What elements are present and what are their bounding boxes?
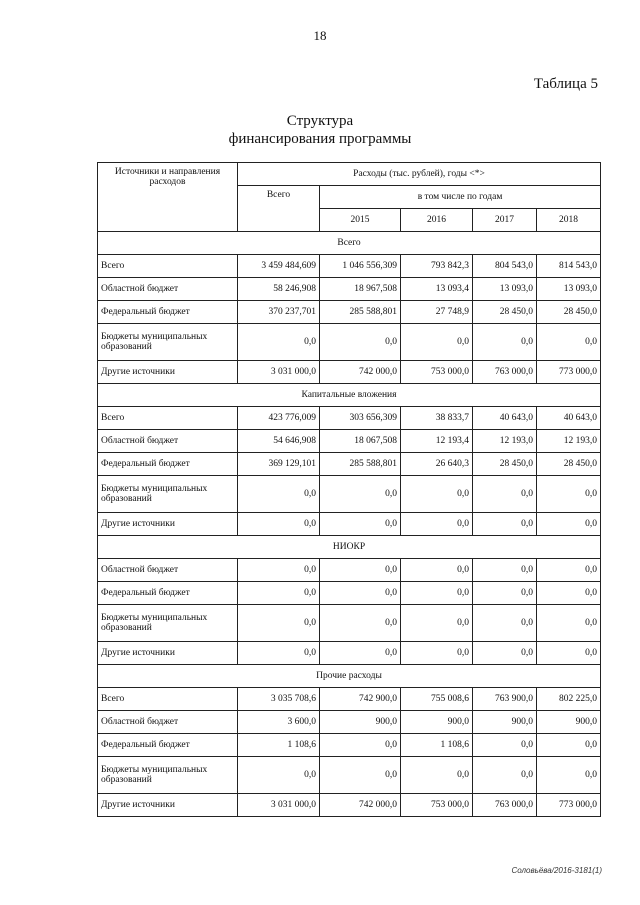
header-sources: Источники и направления расходов [98, 163, 238, 232]
row-value: 0,0 [238, 605, 320, 642]
row-value: 0,0 [320, 324, 401, 361]
row-value: 763 000,0 [473, 361, 537, 384]
row-value: 900,0 [401, 711, 473, 734]
row-value: 12 193,0 [473, 430, 537, 453]
section-title: Капитальные вложения [98, 384, 601, 407]
table-row [98, 301, 601, 324]
row-value: 0,0 [320, 476, 401, 513]
row-value: 900,0 [320, 711, 401, 734]
row-value: 742 000,0 [320, 794, 401, 817]
row-value: 0,0 [401, 605, 473, 642]
row-value: 58 246,908 [238, 278, 320, 301]
row-value: 0,0 [473, 734, 537, 757]
header-year: 2016 [401, 209, 473, 232]
row-value: 0,0 [537, 757, 601, 794]
section-title: Всего [98, 232, 601, 255]
row-value: 1 108,6 [238, 734, 320, 757]
row-value: 0,0 [473, 513, 537, 536]
row-value: 0,0 [238, 757, 320, 794]
row-value: 763 900,0 [473, 688, 537, 711]
row-label: Федеральный бюджет [98, 453, 238, 476]
row-value: 753 000,0 [401, 361, 473, 384]
table-row [98, 513, 601, 536]
row-value: 814 543,0 [537, 255, 601, 278]
row-value: 742 000,0 [320, 361, 401, 384]
row-value: 3 459 484,609 [238, 255, 320, 278]
table-row [98, 794, 601, 817]
row-value: 0,0 [473, 757, 537, 794]
row-value: 1 108,6 [401, 734, 473, 757]
row-value: 755 008,6 [401, 688, 473, 711]
table-label: Таблица 5 [533, 76, 598, 92]
row-label: Федеральный бюджет [98, 301, 238, 324]
row-value: 285 588,801 [320, 453, 401, 476]
row-value: 900,0 [537, 711, 601, 734]
row-value: 773 000,0 [537, 794, 601, 817]
table-row [98, 711, 601, 734]
row-value: 0,0 [473, 605, 537, 642]
row-value: 802 225,0 [537, 688, 601, 711]
row-label: Другие источники [98, 794, 238, 817]
row-value: 0,0 [473, 559, 537, 582]
table-row [98, 476, 601, 513]
row-value: 0,0 [320, 757, 401, 794]
row-value: 13 093,0 [473, 278, 537, 301]
table-row [98, 361, 601, 384]
table-row [98, 642, 601, 665]
row-value: 0,0 [537, 324, 601, 361]
row-value: 0,0 [537, 476, 601, 513]
row-value: 0,0 [238, 582, 320, 605]
section-title: НИОКР [98, 536, 601, 559]
row-value: 28 450,0 [473, 301, 537, 324]
row-value: 54 646,908 [238, 430, 320, 453]
page-number: 18 [313, 28, 327, 43]
row-value: 3 035 708,6 [238, 688, 320, 711]
row-label: Бюджеты муниципальных образований [98, 324, 238, 361]
header-expenses: Расходы (тыс. рублей), годы <*> [238, 163, 601, 186]
financing-table [97, 162, 601, 817]
title-line-2: финансирования программы [228, 131, 412, 147]
row-value: 793 842,3 [401, 255, 473, 278]
row-value: 0,0 [238, 324, 320, 361]
row-value: 0,0 [238, 476, 320, 513]
table-row [98, 605, 601, 642]
row-label: Всего [98, 255, 238, 278]
row-value: 26 640,3 [401, 453, 473, 476]
row-value: 742 900,0 [320, 688, 401, 711]
row-value: 0,0 [537, 513, 601, 536]
row-value: 1 046 556,309 [320, 255, 401, 278]
row-value: 0,0 [473, 642, 537, 665]
row-value: 0,0 [537, 582, 601, 605]
row-value: 0,0 [238, 513, 320, 536]
section-title: Прочие расходы [98, 665, 601, 688]
row-label: Другие источники [98, 513, 238, 536]
row-value: 0,0 [401, 513, 473, 536]
header-by-years: в том числе по годам [320, 186, 601, 209]
row-value: 369 129,101 [238, 453, 320, 476]
table-row [98, 582, 601, 605]
row-label: Федеральный бюджет [98, 582, 238, 605]
row-value: 0,0 [473, 324, 537, 361]
row-value: 423 776,009 [238, 407, 320, 430]
table-row [98, 453, 601, 476]
row-label: Бюджеты муниципальных образований [98, 476, 238, 513]
row-value: 27 748,9 [401, 301, 473, 324]
row-value: 285 588,801 [320, 301, 401, 324]
row-value: 0,0 [401, 476, 473, 513]
table-row [98, 734, 601, 757]
row-value: 763 000,0 [473, 794, 537, 817]
row-value: 804 543,0 [473, 255, 537, 278]
row-value: 773 000,0 [537, 361, 601, 384]
row-value: 0,0 [320, 734, 401, 757]
row-value: 0,0 [537, 734, 601, 757]
title-line-1: Структура [286, 113, 354, 129]
row-value: 0,0 [320, 642, 401, 665]
row-value: 0,0 [473, 476, 537, 513]
table-row [98, 559, 601, 582]
row-value: 0,0 [537, 642, 601, 665]
row-label: Всего [98, 407, 238, 430]
row-value: 0,0 [320, 582, 401, 605]
row-value: 0,0 [473, 582, 537, 605]
row-value: 40 643,0 [537, 407, 601, 430]
table-title [0, 112, 640, 148]
row-value: 18 967,508 [320, 278, 401, 301]
row-value: 3 031 000,0 [238, 794, 320, 817]
row-value: 28 450,0 [473, 453, 537, 476]
footer-code: Соловьёва/2016-3181(1) [511, 866, 602, 875]
row-label: Областной бюджет [98, 278, 238, 301]
header-year: 2017 [473, 209, 537, 232]
row-value: 3 600,0 [238, 711, 320, 734]
table-row [98, 757, 601, 794]
header-year: 2018 [537, 209, 601, 232]
row-value: 0,0 [401, 559, 473, 582]
table-row [98, 688, 601, 711]
row-value: 3 031 000,0 [238, 361, 320, 384]
row-value: 753 000,0 [401, 794, 473, 817]
row-label: Всего [98, 688, 238, 711]
row-value: 40 643,0 [473, 407, 537, 430]
row-label: Областной бюджет [98, 711, 238, 734]
row-value: 18 067,508 [320, 430, 401, 453]
row-value: 28 450,0 [537, 301, 601, 324]
row-value: 0,0 [320, 605, 401, 642]
row-value: 370 237,701 [238, 301, 320, 324]
row-label: Бюджеты муниципальных образований [98, 757, 238, 794]
row-value: 0,0 [238, 559, 320, 582]
row-value: 38 833,7 [401, 407, 473, 430]
table-row [98, 278, 601, 301]
row-value: 303 656,309 [320, 407, 401, 430]
row-value: 0,0 [238, 642, 320, 665]
row-label: Областной бюджет [98, 430, 238, 453]
row-value: 900,0 [473, 711, 537, 734]
table-row [98, 407, 601, 430]
row-value: 0,0 [537, 559, 601, 582]
row-value: 12 193,4 [401, 430, 473, 453]
row-value: 0,0 [401, 582, 473, 605]
row-label: Бюджеты муниципальных образований [98, 605, 238, 642]
header-total: Всего [238, 186, 320, 232]
row-value: 0,0 [401, 642, 473, 665]
table-row [98, 430, 601, 453]
row-value: 0,0 [320, 513, 401, 536]
row-value: 12 193,0 [537, 430, 601, 453]
row-value: 0,0 [401, 757, 473, 794]
row-value: 0,0 [320, 559, 401, 582]
table-row [98, 324, 601, 361]
row-value: 13 093,0 [537, 278, 601, 301]
row-value: 13 093,4 [401, 278, 473, 301]
row-value: 0,0 [537, 605, 601, 642]
row-label: Федеральный бюджет [98, 734, 238, 757]
row-value: 0,0 [401, 324, 473, 361]
row-label: Другие источники [98, 642, 238, 665]
row-value: 28 450,0 [537, 453, 601, 476]
header-year: 2015 [320, 209, 401, 232]
table-row [98, 255, 601, 278]
row-label: Областной бюджет [98, 559, 238, 582]
row-label: Другие источники [98, 361, 238, 384]
